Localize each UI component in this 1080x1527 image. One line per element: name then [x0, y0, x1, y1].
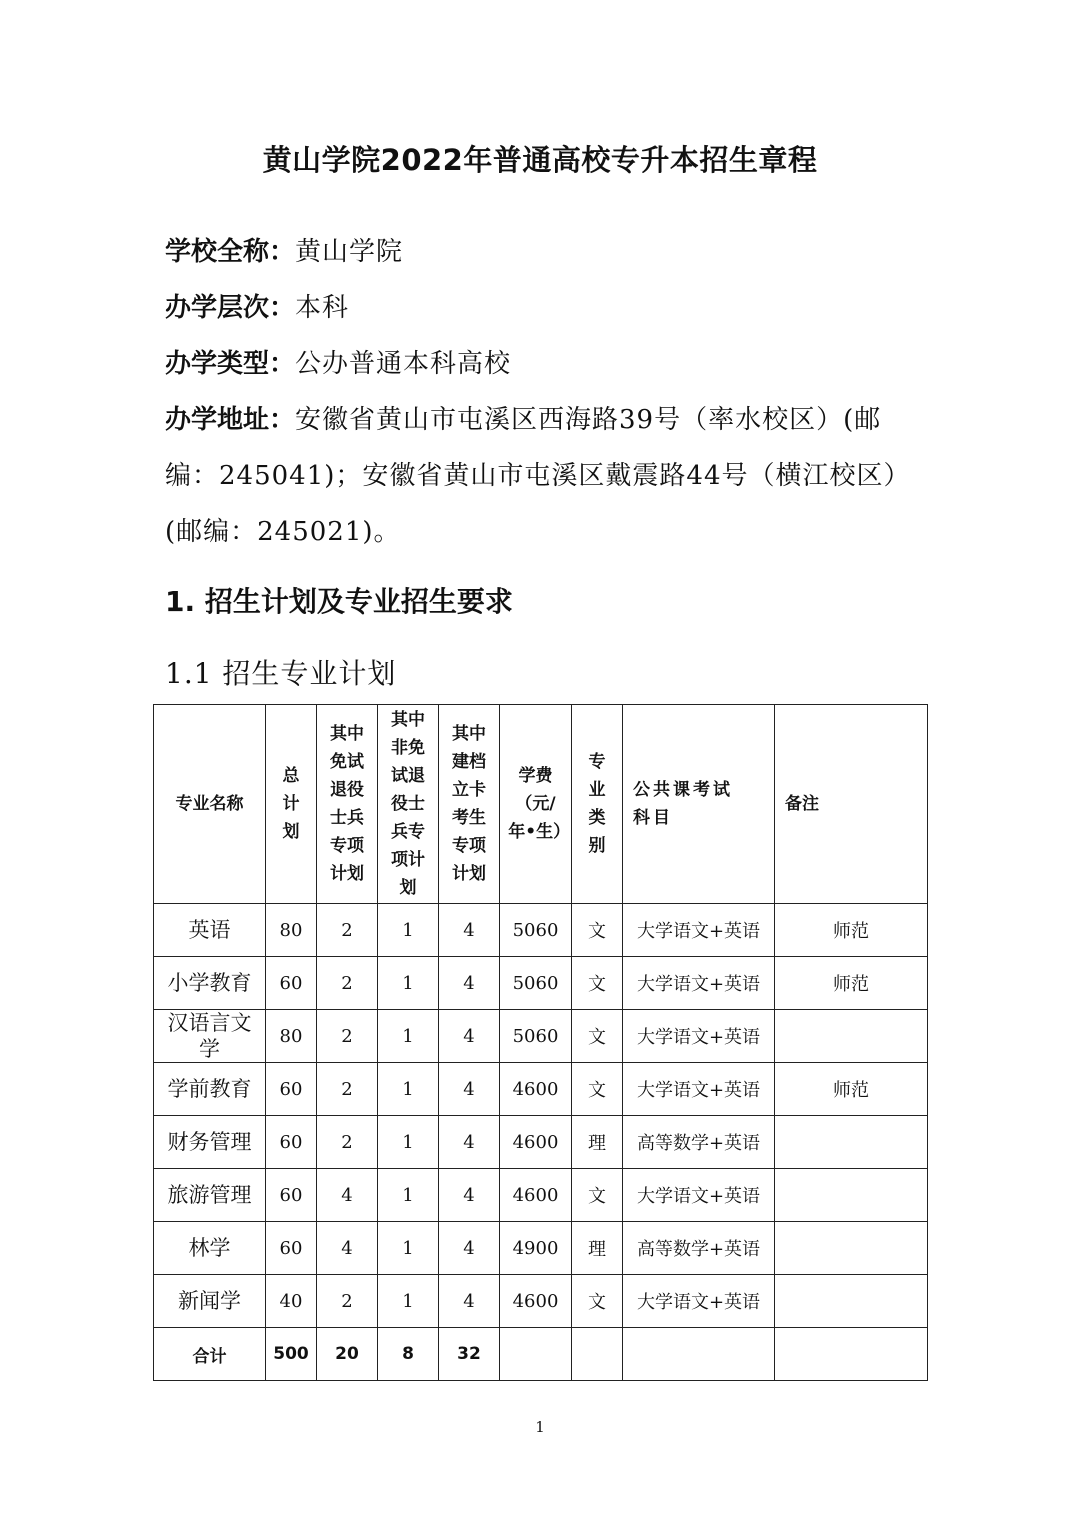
table-row — [154, 1222, 928, 1275]
cell-major: 小学教育 — [154, 957, 266, 1010]
total-cell-major: 合计 — [154, 1328, 266, 1381]
header-subjects: 公共课考试科目 — [623, 705, 775, 904]
cell-category: 文 — [572, 1169, 623, 1222]
cell-total: 80 — [266, 1010, 317, 1063]
cell-category: 理 — [572, 1116, 623, 1169]
cell-subjects: 大学语文+英语 — [623, 957, 775, 1010]
cell-notes: 师范 — [775, 904, 928, 957]
cell-subjects: 高等数学+英语 — [623, 1116, 775, 1169]
total-cell-notes — [775, 1328, 928, 1381]
cell-veterans-exempt: 4 — [317, 1222, 378, 1275]
cell-subjects: 大学语文+英语 — [623, 1275, 775, 1328]
header-total: 总计划 — [266, 705, 317, 904]
school-type-value: 公办普通本科高校 — [295, 349, 512, 379]
cell-veterans-nonexempt: 1 — [378, 1063, 439, 1116]
cell-subjects: 大学语文+英语 — [623, 1063, 775, 1116]
cell-major: 旅游管理 — [154, 1169, 266, 1222]
school-address-value: 安徽省黄山市屯溪区西海路39号（率水校区）(邮编：245041)；安徽省黄山市屯溪区戴震路44号（横江校区）(邮编：245021)。 — [165, 405, 911, 547]
page-number: 1 — [535, 1418, 545, 1436]
header-notes: 备注 — [775, 705, 928, 904]
cell-notes — [775, 1275, 928, 1328]
cell-poverty: 4 — [439, 1010, 500, 1063]
enrollment-plan-table — [153, 704, 928, 1381]
cell-tuition: 5060 — [500, 1010, 572, 1063]
cell-subjects: 大学语文+英语 — [623, 904, 775, 957]
table-row — [154, 1063, 928, 1116]
cell-veterans-nonexempt: 1 — [378, 1010, 439, 1063]
cell-notes — [775, 1116, 928, 1169]
cell-notes: 师范 — [775, 1063, 928, 1116]
cell-tuition: 4600 — [500, 1275, 572, 1328]
cell-tuition: 4600 — [500, 1116, 572, 1169]
school-level-line — [165, 280, 920, 336]
cell-total: 80 — [266, 904, 317, 957]
cell-category: 文 — [572, 1063, 623, 1116]
cell-category: 文 — [572, 1010, 623, 1063]
cell-subjects: 高等数学+英语 — [623, 1222, 775, 1275]
total-cell-veterans-exempt: 20 — [317, 1328, 378, 1381]
cell-poverty: 4 — [439, 904, 500, 957]
cell-tuition: 4600 — [500, 1063, 572, 1116]
school-name-line — [165, 224, 920, 280]
cell-major: 新闻学 — [154, 1275, 266, 1328]
cell-poverty: 4 — [439, 1222, 500, 1275]
total-cell-total: 500 — [266, 1328, 317, 1381]
cell-category: 理 — [572, 1222, 623, 1275]
cell-veterans-exempt: 2 — [317, 904, 378, 957]
cell-total: 60 — [266, 957, 317, 1010]
cell-category: 文 — [572, 957, 623, 1010]
cell-notes — [775, 1169, 928, 1222]
total-cell-veterans-nonexempt: 8 — [378, 1328, 439, 1381]
cell-veterans-exempt: 2 — [317, 1275, 378, 1328]
cell-tuition: 4600 — [500, 1169, 572, 1222]
school-address-line — [165, 392, 920, 560]
cell-veterans-exempt: 2 — [317, 1063, 378, 1116]
cell-total: 40 — [266, 1275, 317, 1328]
school-name-label: 学校全称： — [165, 237, 296, 267]
cell-veterans-exempt: 2 — [317, 1116, 378, 1169]
cell-veterans-nonexempt: 1 — [378, 1275, 439, 1328]
cell-tuition: 5060 — [500, 904, 572, 957]
school-type-line — [165, 336, 920, 392]
table-row — [154, 1116, 928, 1169]
subsection-heading: 1.1 招生专业计划 — [165, 657, 397, 690]
cell-category: 文 — [572, 1275, 623, 1328]
cell-tuition: 4900 — [500, 1222, 572, 1275]
cell-total: 60 — [266, 1116, 317, 1169]
cell-subjects: 大学语文+英语 — [623, 1169, 775, 1222]
header-poverty: 其中建档立卡考生专项计划 — [439, 705, 500, 904]
cell-major: 英语 — [154, 904, 266, 957]
cell-major: 学前教育 — [154, 1063, 266, 1116]
table-row — [154, 1010, 928, 1063]
header-category: 专业类别 — [572, 705, 623, 904]
cell-major: 汉语言文学 — [154, 1010, 266, 1063]
cell-total: 60 — [266, 1169, 317, 1222]
cell-total: 60 — [266, 1222, 317, 1275]
cell-veterans-nonexempt: 1 — [378, 957, 439, 1010]
total-cell-poverty: 32 — [439, 1328, 500, 1381]
cell-category: 文 — [572, 904, 623, 957]
header-veterans-nonexempt: 其中非免试退役士兵专项计划 — [378, 705, 439, 904]
cell-subjects: 大学语文+英语 — [623, 1010, 775, 1063]
table-row — [154, 904, 928, 957]
cell-veterans-nonexempt: 1 — [378, 1116, 439, 1169]
table-row — [154, 1169, 928, 1222]
header-major: 专业名称 — [154, 705, 266, 904]
cell-veterans-nonexempt: 1 — [378, 904, 439, 957]
cell-veterans-exempt: 4 — [317, 1169, 378, 1222]
school-level-label: 办学层次： — [165, 293, 296, 323]
header-veterans-exempt: 其中免试退役士兵专项计划 — [317, 705, 378, 904]
section-heading: 1. 招生计划及专业招生要求 — [165, 585, 513, 618]
total-cell-subjects — [623, 1328, 775, 1381]
cell-veterans-nonexempt: 1 — [378, 1169, 439, 1222]
cell-veterans-nonexempt: 1 — [378, 1222, 439, 1275]
cell-poverty: 4 — [439, 1275, 500, 1328]
cell-poverty: 4 — [439, 1169, 500, 1222]
school-name-value: 黄山学院 — [295, 237, 404, 267]
cell-tuition: 5060 — [500, 957, 572, 1010]
table-header-row — [154, 705, 928, 904]
cell-veterans-exempt: 2 — [317, 957, 378, 1010]
cell-veterans-exempt: 2 — [317, 1010, 378, 1063]
total-cell-category — [572, 1328, 623, 1381]
document-title: 黄山学院2022年普通高校专升本招生章程 — [262, 143, 818, 177]
cell-poverty: 4 — [439, 957, 500, 1010]
cell-notes — [775, 1010, 928, 1063]
table-row — [154, 957, 928, 1010]
school-address-label: 办学地址： — [165, 405, 296, 435]
cell-poverty: 4 — [439, 1116, 500, 1169]
cell-major: 林学 — [154, 1222, 266, 1275]
cell-major: 财务管理 — [154, 1116, 266, 1169]
cell-total: 60 — [266, 1063, 317, 1116]
school-type-label: 办学类型： — [165, 349, 296, 379]
total-cell-tuition — [500, 1328, 572, 1381]
school-level-value: 本科 — [295, 293, 350, 323]
cell-notes — [775, 1222, 928, 1275]
header-tuition: 学费（元/年•生） — [500, 705, 572, 904]
cell-notes: 师范 — [775, 957, 928, 1010]
cell-poverty: 4 — [439, 1063, 500, 1116]
table-total-row — [154, 1328, 928, 1381]
table-row — [154, 1275, 928, 1328]
